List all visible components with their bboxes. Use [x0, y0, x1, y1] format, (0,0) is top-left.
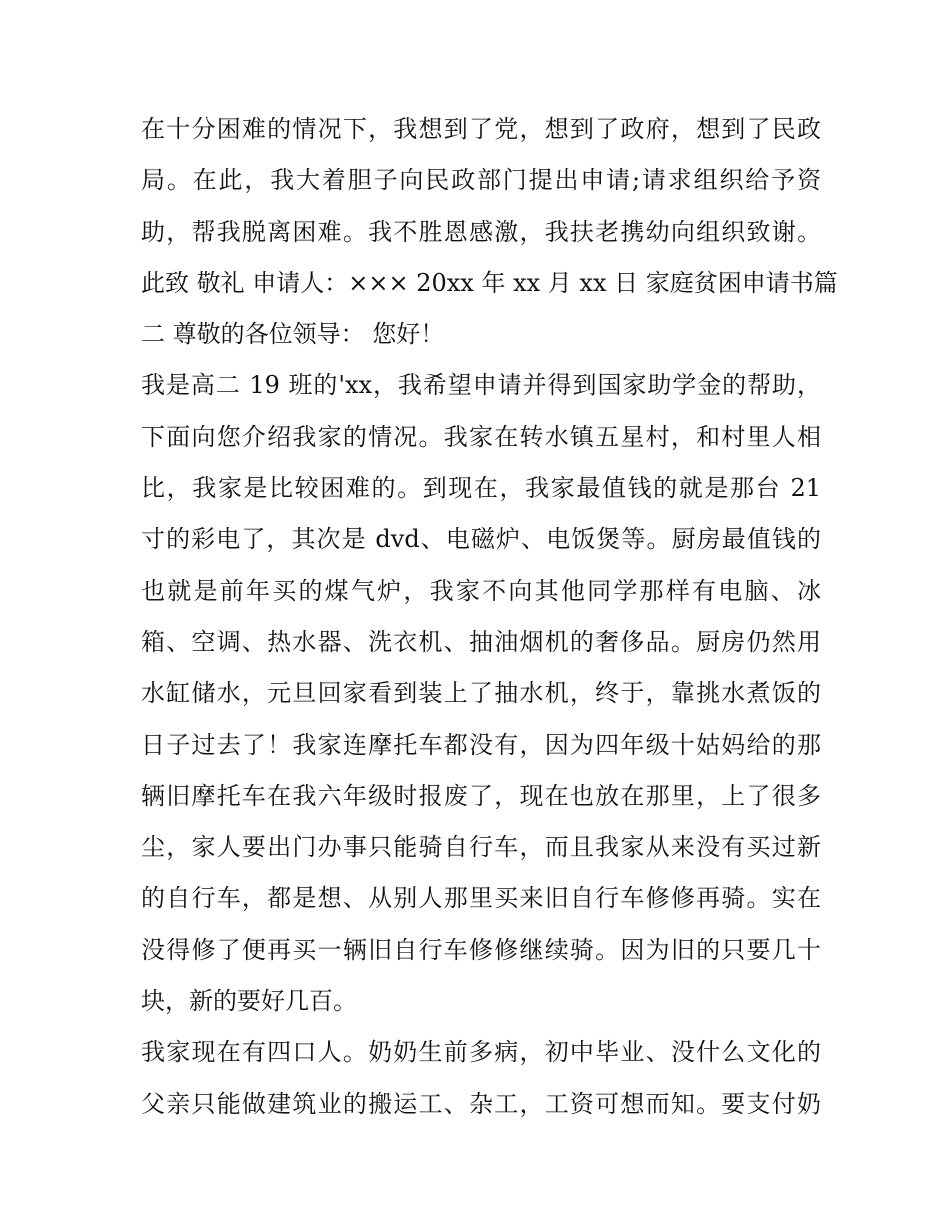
- text-line: 水缸储水，元旦回家看到装上了抽水机，终于，靠挑水煮饭的: [141, 679, 821, 708]
- text-line: 没得修了便再买一辆旧自行车修修继续骑。因为旧的只要几十: [141, 935, 821, 964]
- text-line: 二 尊敬的各位领导： 您好！: [141, 320, 445, 349]
- text-line: 寸的彩电了，其次是 dvd、电磁炉、电饭煲等。厨房最值钱的: [141, 525, 821, 554]
- text-line: 助，帮我脱离困难。我不胜恩感激，我扶老携幼向组织致谢。: [141, 217, 821, 246]
- document-body: [141, 104, 838, 1130]
- text-line: 辆旧摩托车在我六年级时报废了，现在也放在那里，上了很多: [141, 781, 821, 810]
- text-line: 我家现在有四口人。奶奶生前多病，初中毕业、没什么文化的: [141, 1038, 821, 1067]
- text-line: 我是高二 19 班的'xx，我希望申请并得到国家助学金的帮助，: [141, 371, 821, 400]
- text-line: 块，新的要好几百。: [141, 987, 357, 1016]
- text-line: 局。在此，我大着胆子向民政部门提出申请;请求组织给予资: [141, 166, 821, 195]
- text-line: 父亲只能做建筑业的搬运工、杂工，工资可想而知。要支付奶: [141, 1089, 821, 1118]
- text-line: 下面向您介绍我家的情况。我家在转水镇五星村，和村里人相: [141, 422, 821, 451]
- text-line: 的自行车，都是想、从别人那里买来旧自行车修修再骑。实在: [141, 884, 821, 913]
- text-line: 比，我家是比较困难的。到现在，我家最值钱的就是那台 21: [141, 474, 821, 503]
- text-line: 此致 敬礼 申请人：××× 20xx 年 xx 月 xx 日 家庭贫困申请书篇: [141, 268, 838, 297]
- text-line: 箱、空调、热水器、洗衣机、抽油烟机的奢侈品。厨房仍然用: [141, 627, 821, 656]
- text-line: 日子过去了！我家连摩托车都没有，因为四年级十姑妈给的那: [141, 730, 821, 759]
- text-line: 也就是前年买的煤气炉，我家不向其他同学那样有电脑、冰: [141, 576, 821, 605]
- text-line: 尘，家人要出门办事只能骑自行车，而且我家从来没有买过新: [141, 833, 821, 862]
- text-line: 在十分困难的情况下，我想到了党，想到了政府，想到了民政: [141, 115, 821, 143]
